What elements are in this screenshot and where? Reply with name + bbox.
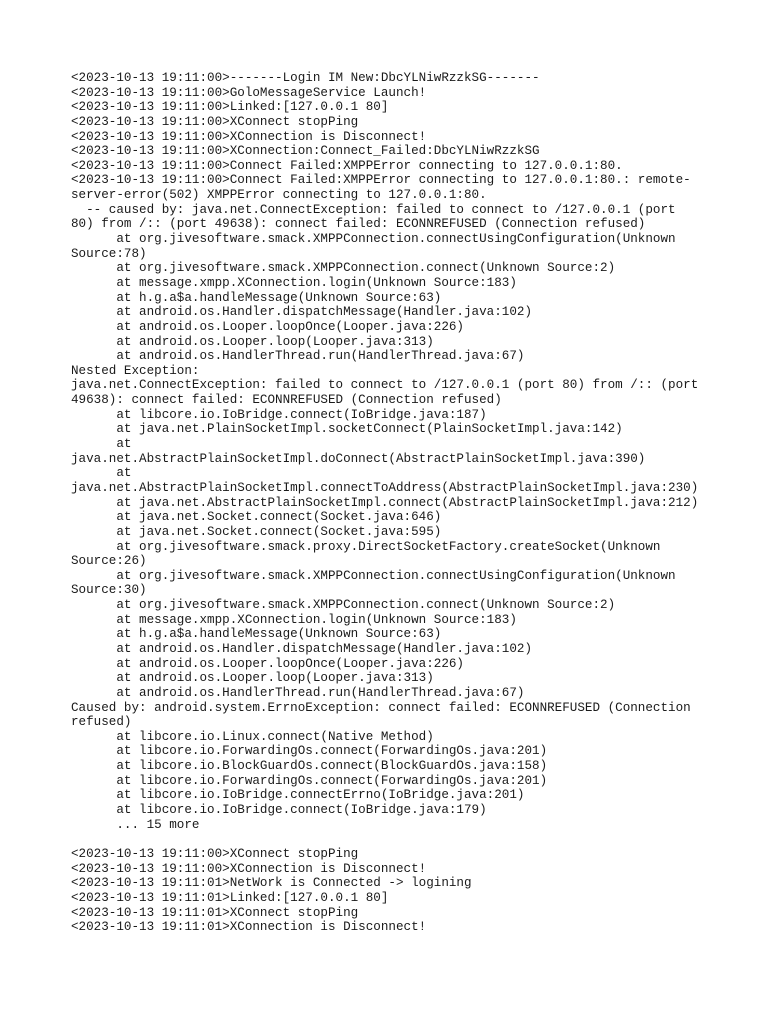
log-line: at org.jivesoftware.smack.XMPPConnection.connect(Unknown Source:2) xyxy=(71,261,616,276)
log-line: Nested Exception: xyxy=(71,363,200,378)
log-line: <2023-10-13 19:11:00>XConnection is Disconnect! xyxy=(71,129,427,144)
log-line: at android.os.HandlerThread.run(HandlerThread.java:67) xyxy=(71,349,525,364)
log-line: <2023-10-13 19:11:00>XConnect stopPing xyxy=(71,114,359,129)
log-line: <2023-10-13 19:11:00>Linked:[127.0.0.1 80] xyxy=(71,100,389,115)
log-line: ... 15 more xyxy=(71,817,200,832)
log-line: at libcore.io.ForwardingOs.connect(ForwardingOs.java:201) xyxy=(71,744,548,759)
log-line: at h.g.a$a.handleMessage(Unknown Source:63) xyxy=(71,627,442,642)
log-line: 49638): connect failed: ECONNREFUSED (Connection refused) xyxy=(71,393,502,408)
log-line xyxy=(71,832,701,847)
log-line: <2023-10-13 19:11:00>XConnection:Connect_Failed:DbcYLNiwRzzkSG xyxy=(71,144,540,159)
log-line: refused) xyxy=(71,715,132,730)
log-line: at libcore.io.IoBridge.connectErrno(IoBridge.java:201) xyxy=(71,788,525,803)
log-line: at message.xmpp.XConnection.login(Unknown Source:183) xyxy=(71,275,517,290)
log-line: <2023-10-13 19:11:01>XConnect stopPing xyxy=(71,905,359,920)
log-line: <2023-10-13 19:11:00>Connect Failed:XMPPError connecting to 127.0.0.1:80. xyxy=(71,158,623,173)
log-line: at android.os.Looper.loopOnce(Looper.java:226) xyxy=(71,319,464,334)
log-line: Source:78) xyxy=(71,246,147,261)
log-line: Source:30) xyxy=(71,583,147,598)
log-line: <2023-10-13 19:11:00>-------Login IM New:DbcYLNiwRzzkSG------- xyxy=(71,71,540,85)
log-line: at message.xmpp.XConnection.login(Unknown Source:183) xyxy=(71,612,517,627)
log-line: server-error(502) XMPPError connecting to 127.0.0.1:80. xyxy=(71,188,487,203)
log-line: <2023-10-13 19:11:01>NetWork is Connected -> logining xyxy=(71,876,472,891)
log-document xyxy=(71,71,701,935)
log-line: java.net.ConnectException: failed to connect to /127.0.0.1 (port 80) from /:: (port xyxy=(71,378,699,393)
log-line: Caused by: android.system.ErrnoException: connect failed: ECONNREFUSED (Connection xyxy=(71,700,691,715)
log-line: at org.jivesoftware.smack.proxy.DirectSocketFactory.createSocket(Unknown xyxy=(71,539,661,554)
log-line: <2023-10-13 19:11:01>XConnection is Disconnect! xyxy=(71,920,427,935)
log-line: at java.net.Socket.connect(Socket.java:595) xyxy=(71,524,442,539)
log-line: at android.os.Looper.loop(Looper.java:313) xyxy=(71,671,434,686)
log-line: 80) from /:: (port 49638): connect failed: ECONNREFUSED (Connection refused) xyxy=(71,217,646,232)
log-line: <2023-10-13 19:11:00>Connect Failed:XMPPError connecting to 127.0.0.1:80.: remote- xyxy=(71,173,691,188)
log-line: <2023-10-13 19:11:00>XConnection is Disconnect! xyxy=(71,861,427,876)
log-line: -- caused by: java.net.ConnectException: failed to connect to /127.0.0.1 (port xyxy=(71,202,676,217)
log-body xyxy=(71,71,701,935)
log-line: at libcore.io.IoBridge.connect(IoBridge.java:179) xyxy=(71,803,487,818)
log-line: at h.g.a$a.handleMessage(Unknown Source:63) xyxy=(71,290,442,305)
log-line: at java.net.Socket.connect(Socket.java:646) xyxy=(71,510,442,525)
log-line: java.net.AbstractPlainSocketImpl.doConnect(AbstractPlainSocketImpl.java:390) xyxy=(71,451,646,466)
log-line: at android.os.Handler.dispatchMessage(Handler.java:102) xyxy=(71,641,533,656)
log-line: Source:26) xyxy=(71,554,147,569)
log-line: at xyxy=(71,437,132,452)
log-line: at xyxy=(71,466,132,481)
log-line: java.net.AbstractPlainSocketImpl.connectToAddress(AbstractPlainSocketImpl.java:230) xyxy=(71,480,699,495)
log-line: at android.os.Looper.loopOnce(Looper.java:226) xyxy=(71,656,464,671)
log-line: at org.jivesoftware.smack.XMPPConnection.connect(Unknown Source:2) xyxy=(71,598,616,613)
log-line: <2023-10-13 19:11:00>XConnect stopPing xyxy=(71,846,359,861)
log-line: at libcore.io.BlockGuardOs.connect(BlockGuardOs.java:158) xyxy=(71,759,548,774)
log-line: at org.jivesoftware.smack.XMPPConnection.connectUsingConfiguration(Unknown xyxy=(71,232,676,247)
log-line: <2023-10-13 19:11:01>Linked:[127.0.0.1 80] xyxy=(71,890,389,905)
log-line: at java.net.PlainSocketImpl.socketConnect(PlainSocketImpl.java:142) xyxy=(71,422,623,437)
log-line: at libcore.io.Linux.connect(Native Method) xyxy=(71,729,434,744)
log-line: at libcore.io.ForwardingOs.connect(ForwardingOs.java:201) xyxy=(71,773,548,788)
log-line: at org.jivesoftware.smack.XMPPConnection.connectUsingConfiguration(Unknown xyxy=(71,568,676,583)
log-line: at android.os.Handler.dispatchMessage(Handler.java:102) xyxy=(71,305,533,320)
log-line: at libcore.io.IoBridge.connect(IoBridge.java:187) xyxy=(71,407,487,422)
log-line: at android.os.HandlerThread.run(HandlerThread.java:67) xyxy=(71,685,525,700)
log-line: at java.net.AbstractPlainSocketImpl.connect(AbstractPlainSocketImpl.java:212) xyxy=(71,495,699,510)
log-line: <2023-10-13 19:11:00>GoloMessageService Launch! xyxy=(71,85,427,100)
log-line: at android.os.Looper.loop(Looper.java:313) xyxy=(71,334,434,349)
